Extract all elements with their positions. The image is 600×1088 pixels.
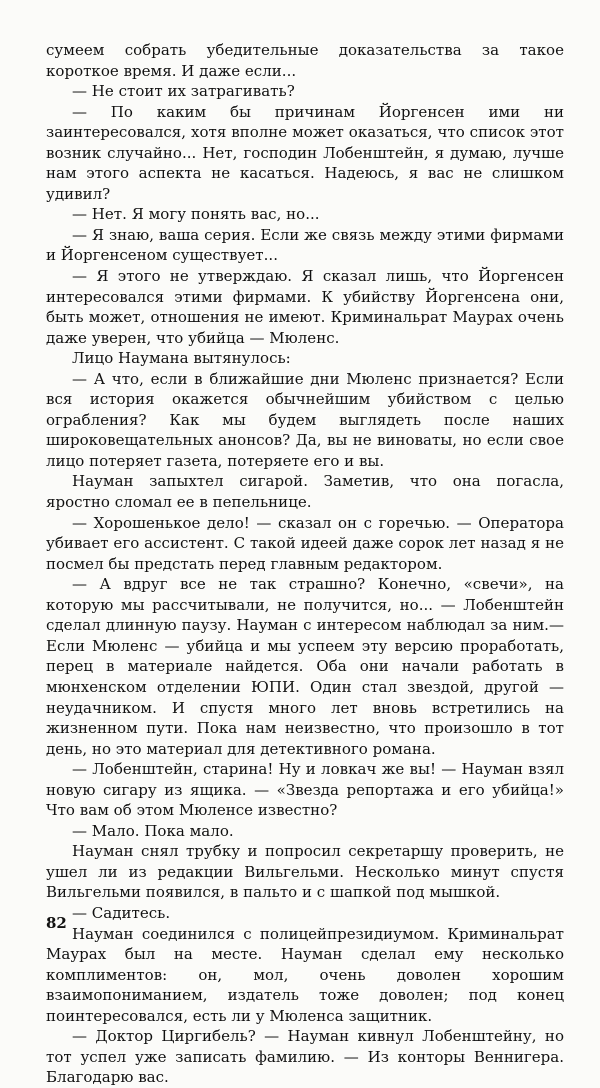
paragraph: — Хорошенькое дело! — сказал он с горечью. — Оператора убивает его ассистент. С такой идеей даже сорок лет назад я не посмел бы предстать перед главным редактором.: [46, 513, 564, 573]
paragraph: — А что, если в ближайшие дни Мюленс признается? Если вся история окажется обычнейшим убийством с целью ограбления? Как мы будем выглядеть после наших широковещательных анонсов? Да, вы не виноваты, но если свое лицо потеряет газета, потеряете его и вы.: [46, 369, 564, 470]
paragraph: — А вдруг все не так страшно? Конечно, «свечи», на которую мы рассчитывали, не получится, но... — Лобенштейн сделал длинную паузу. Науман с интересом наблюдал за ним.— Если Мюленс — убийца и мы успеем эту версию проработать, перец в материале найдется. Оба они начали работать в мюнхенском отделении ЮПИ. Один стал звездой, другой — неудачником. И спустя много лет вновь встретились на жизненном пути. Пока нам неизвестно, что произошло в тот день, но это материал для детективного романа.: [46, 575, 564, 758]
paragraph: — Мало. Пока мало.: [72, 821, 234, 840]
paragraph: Науман запыхтел сигарой. Заметив, что она погасла, яростно сломал ее в пепельнице.: [46, 472, 564, 512]
body-text: [46, 40, 564, 1088]
paragraph: — Я этого не утверждаю. Я сказал лишь, что Йоргенсен интересовался этими фирмами. К убийству Йоргенсена они, быть может, отношения не имеют. Криминальрат Маурах очень даже уверен, что убийца — Мюленс.: [46, 267, 564, 347]
paragraph: — По каким бы причинам Йоргенсен ими ни заинтересовался, хотя вполне может оказаться, что список этот возник случайно... Нет, господин Лобенштейн, я думаю, лучше нам этого аспекта не касаться. Надеюсь, я вас не слишком удивил?: [46, 102, 564, 203]
paragraph: — Я знаю, ваша серия. Если же связь между этими фирмами и Йоргенсеном существует...: [46, 225, 564, 265]
paragraph: Науман снял трубку и попросил секретаршу проверить, не ушел ли из редакции Вильгельми. Несколько минут спустя Вильгельми появился, в пальто и с шапкой под мышкой.: [46, 842, 564, 902]
paragraph: сумеем собрать убедительные доказательства за такое короткое время. И даже если...: [46, 41, 564, 80]
page-number: 82: [46, 914, 67, 932]
paragraph: Науман соединился с полицейпрезидиумом. Криминальрат Маурах был на месте. Науман сделал ему несколько комплиментов: он, мол, очень доволен хорошим взаимопониманием, издатель тоже доволен; под конец поинтересовался, есть ли у Мюленса защитник.: [46, 924, 564, 1025]
paragraph: Лицо Наумана вытянулось:: [72, 349, 291, 368]
paragraph: — Доктор Циргибель? — Науман кивнул Лобенштейну, но тот успел уже записать фамилию. — Из конторы Веннигера. Благодарю вас.: [46, 1027, 564, 1087]
paragraph: — Садитесь.: [72, 903, 171, 922]
paragraph: — Не стоит их затрагивать?: [72, 82, 295, 101]
paragraph: — Лобенштейн, старина! Ну и ловкач же вы! — Науман взял новую сигару из ящика. — «Звезда репортажа и его убийца!» Что вам об этом Мюленсе известно?: [46, 760, 564, 820]
paragraph: — Нет. Я могу понять вас, но...: [72, 205, 320, 224]
